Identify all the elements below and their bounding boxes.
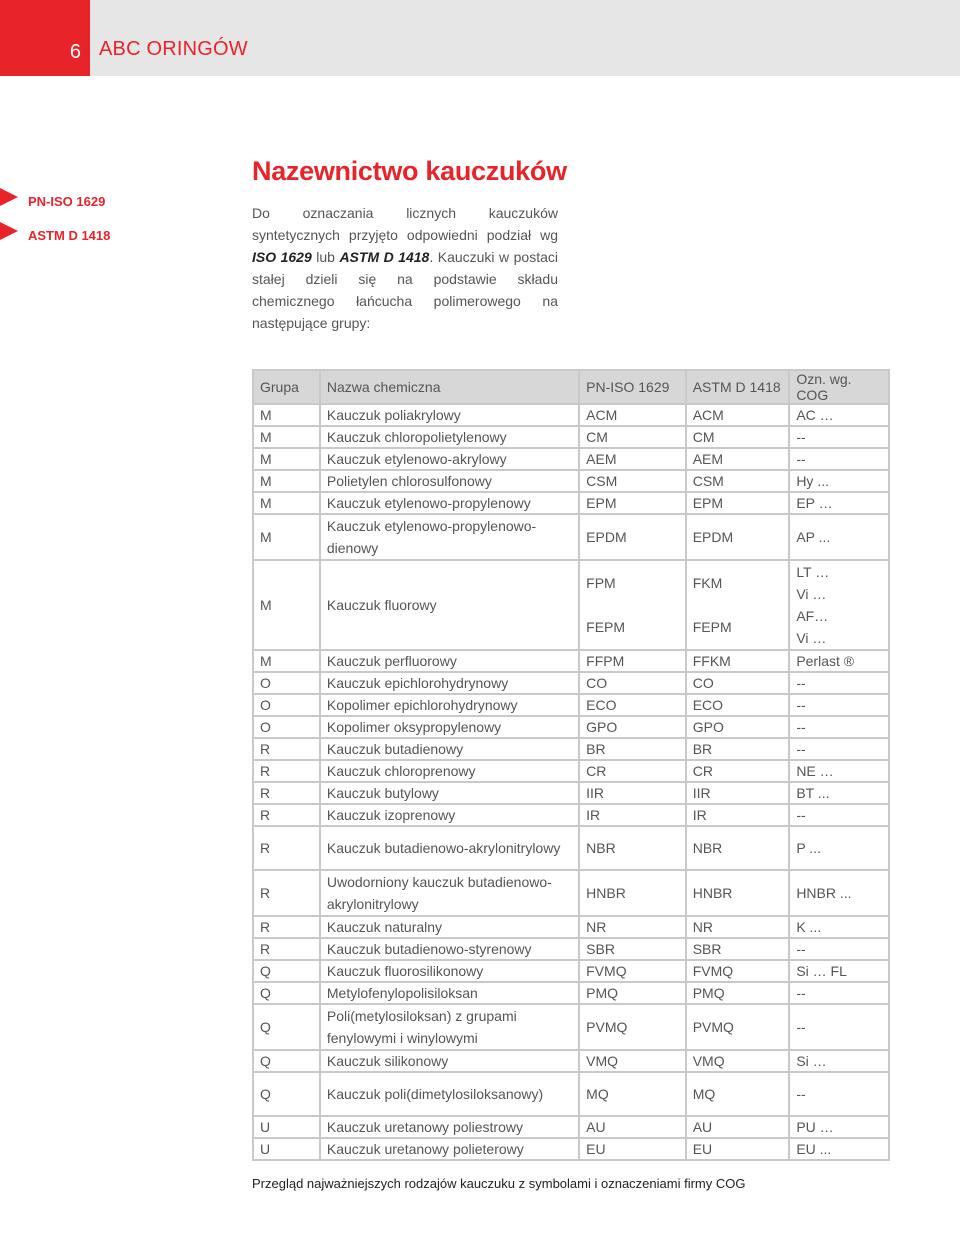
cell-cog: AP ...: [789, 514, 889, 560]
cell-astm: PVMQ: [686, 1004, 790, 1050]
table-row: [253, 514, 889, 560]
cell-name: Kauczuk butadienowo-styrenowy: [320, 938, 579, 960]
cell-group: R: [253, 782, 320, 804]
cell-astm: AEM: [686, 448, 790, 470]
table-row: [253, 426, 889, 448]
cell-cog: --: [789, 694, 889, 716]
cell-group: M: [253, 560, 320, 650]
cell-name: Kauczuk chloroprenowy: [320, 760, 579, 782]
cell-cog: K ...: [789, 916, 889, 938]
cell-iso: MQ: [579, 1072, 686, 1116]
cell-astm: ECO: [686, 694, 790, 716]
cell-astm: AU: [686, 1116, 790, 1138]
table-row: [253, 1050, 889, 1072]
cell-iso: NR: [579, 916, 686, 938]
table-row: [253, 470, 889, 492]
cell-name: Kauczuk butadienowo-akrylonitrylowy: [320, 826, 579, 870]
cell-cog: AF… Vi …: [789, 605, 889, 650]
cell-iso: PVMQ: [579, 1004, 686, 1050]
cell-name: Kauczuk butylowy: [320, 782, 579, 804]
cell-name: Kauczuk fluorowy: [320, 560, 579, 650]
column-header-group: Grupa: [253, 370, 320, 404]
cell-iso: ECO: [579, 694, 686, 716]
cell-astm: FFKM: [686, 650, 790, 672]
column-header-name: Nazwa chemiczna: [320, 370, 579, 404]
table-row: [253, 804, 889, 826]
sidebar: [0, 76, 236, 1251]
cell-name: Kauczuk poliakrylowy: [320, 404, 579, 426]
table-row: [253, 448, 889, 470]
cell-group: R: [253, 804, 320, 826]
cell-group: Q: [253, 1004, 320, 1050]
cell-group: R: [253, 870, 320, 916]
cell-cog: --: [789, 938, 889, 960]
cell-astm: BR: [686, 738, 790, 760]
cell-iso: VMQ: [579, 1050, 686, 1072]
cell-cog: AC …: [789, 404, 889, 426]
cell-name: Kauczuk chloropolietylenowy: [320, 426, 579, 448]
cell-name: Kauczuk etylenowo-akrylowy: [320, 448, 579, 470]
cell-name: Kauczuk izoprenowy: [320, 804, 579, 826]
cell-astm: PMQ: [686, 982, 790, 1004]
page-number: 6: [0, 0, 90, 76]
table-row: [253, 826, 889, 870]
column-header-iso: PN-ISO 1629: [579, 370, 686, 404]
cell-astm: SBR: [686, 938, 790, 960]
cell-group: Q: [253, 960, 320, 982]
cell-cog: P ...: [789, 826, 889, 870]
table-row: [253, 672, 889, 694]
cell-group: Q: [253, 1072, 320, 1116]
column-header-astm: ASTM D 1418: [686, 370, 790, 404]
cell-cog: --: [789, 672, 889, 694]
cell-iso: ACM: [579, 404, 686, 426]
cell-group: M: [253, 514, 320, 560]
cell-name: Uwodorniony kauczuk butadienowo-akrylonitrylowy: [320, 870, 579, 916]
cell-cog: Perlast ®: [789, 650, 889, 672]
cell-cog: --: [789, 448, 889, 470]
cell-astm: FKM: [686, 560, 790, 605]
cell-astm: ACM: [686, 404, 790, 426]
table-row: [253, 1072, 889, 1116]
cell-name: Kauczuk etylenowo-propylenowy: [320, 492, 579, 514]
cell-group: R: [253, 916, 320, 938]
cell-iso: CR: [579, 760, 686, 782]
sidebar-item-astm: ASTM D 1418: [28, 228, 111, 243]
cell-name: Kauczuk butadienowy: [320, 738, 579, 760]
table-caption: Przegląd najważniejszych rodzajów kauczuku z symbolami i oznaczeniami firmy COG: [252, 1176, 746, 1191]
cell-iso: EPDM: [579, 514, 686, 560]
cell-iso: EPM: [579, 492, 686, 514]
cell-iso: IR: [579, 804, 686, 826]
cell-group: M: [253, 650, 320, 672]
cell-cog: PU …: [789, 1116, 889, 1138]
cell-iso: CO: [579, 672, 686, 694]
cell-name: Poli(metylosiloksan) z grupami fenylowymi i winylowymi: [320, 1004, 579, 1050]
cell-cog: --: [789, 426, 889, 448]
cell-name: Polietylen chlorosulfonowy: [320, 470, 579, 492]
cell-name: Kauczuk epichlorohydrynowy: [320, 672, 579, 694]
intro-astm-ref: ASTM D 1418: [339, 249, 430, 265]
cell-cog: LT … Vi …: [789, 560, 889, 605]
table-row: [253, 982, 889, 1004]
cell-group: M: [253, 492, 320, 514]
table-row: [253, 938, 889, 960]
column-header-cog: Ozn. wg. COG: [789, 370, 889, 404]
cell-astm: CM: [686, 426, 790, 448]
table-row: [253, 560, 889, 605]
cell-iso: IIR: [579, 782, 686, 804]
cell-group: M: [253, 448, 320, 470]
cell-astm: VMQ: [686, 1050, 790, 1072]
cell-astm: CO: [686, 672, 790, 694]
cell-name: Kauczuk uretanowy polieterowy: [320, 1138, 579, 1160]
cell-cog: Si …: [789, 1050, 889, 1072]
cell-astm: FVMQ: [686, 960, 790, 982]
cell-cog: --: [789, 1072, 889, 1116]
table-row: [253, 870, 889, 916]
cell-name: Kopolimer epichlorohydrynowy: [320, 694, 579, 716]
sidebar-item-pn-iso: PN-ISO 1629: [28, 194, 106, 209]
table-row: [253, 404, 889, 426]
cell-astm: CSM: [686, 470, 790, 492]
table-row: [253, 694, 889, 716]
cell-astm: GPO: [686, 716, 790, 738]
cell-cog: Hy ...: [789, 470, 889, 492]
cell-astm: EPM: [686, 492, 790, 514]
table-row: [253, 960, 889, 982]
cell-group: Q: [253, 982, 320, 1004]
table-row: [253, 1004, 889, 1050]
page-title: Nazewnictwo kauczuków: [252, 156, 567, 186]
cell-astm: FEPM: [686, 605, 790, 650]
cell-cog: BT ...: [789, 782, 889, 804]
cell-cog: EU ...: [789, 1138, 889, 1160]
cell-name: Metylofenylopolisiloksan: [320, 982, 579, 1004]
cell-name: Kauczuk poli(dimetylosiloksanowy): [320, 1072, 579, 1116]
table-row: [253, 782, 889, 804]
cell-iso: HNBR: [579, 870, 686, 916]
cell-name: Kauczuk perfluorowy: [320, 650, 579, 672]
cell-astm: EU: [686, 1138, 790, 1160]
cell-cog: --: [789, 982, 889, 1004]
cell-iso: AEM: [579, 448, 686, 470]
cell-name: Kauczuk etylenowo-propylenowo-dienowy: [320, 514, 579, 560]
cell-iso: FVMQ: [579, 960, 686, 982]
intro-paragraph: Do oznaczania licznych kauczuków syntetycznych przyjęto odpowiedni podział wg ISO 1629 lub ASTM D 1418. Kauczuki w postaci stałej dzieli się na podstawie składu chemicznego łańcucha polimerowego na następujące grupy:: [252, 205, 558, 331]
cell-astm: MQ: [686, 1072, 790, 1116]
cell-cog: --: [789, 804, 889, 826]
cell-name: Kopolimer oksypropylenowy: [320, 716, 579, 738]
table-row: [253, 716, 889, 738]
cell-group: R: [253, 738, 320, 760]
cell-astm: EPDM: [686, 514, 790, 560]
table-row: [253, 650, 889, 672]
table-header-row: [253, 370, 889, 404]
table-row: [253, 738, 889, 760]
arrow-right-icon: [0, 222, 18, 240]
header-title: ABC ORINGÓW: [99, 38, 248, 60]
cell-iso: AU: [579, 1116, 686, 1138]
table-row: [253, 1116, 889, 1138]
cell-iso: NBR: [579, 826, 686, 870]
cell-cog: EP …: [789, 492, 889, 514]
cell-group: R: [253, 826, 320, 870]
cell-group: M: [253, 470, 320, 492]
cell-cog: HNBR ...: [789, 870, 889, 916]
cell-cog: --: [789, 716, 889, 738]
cell-iso: SBR: [579, 938, 686, 960]
cell-group: M: [253, 404, 320, 426]
cell-iso: GPO: [579, 716, 686, 738]
intro-iso-ref: ISO 1629: [252, 249, 312, 265]
cell-group: O: [253, 694, 320, 716]
cell-group: R: [253, 938, 320, 960]
cell-group: O: [253, 672, 320, 694]
table-row: [253, 492, 889, 514]
cell-group: Q: [253, 1050, 320, 1072]
table-row: [253, 916, 889, 938]
cell-iso: PMQ: [579, 982, 686, 1004]
cell-iso: FFPM: [579, 650, 686, 672]
cell-astm: HNBR: [686, 870, 790, 916]
cell-cog: --: [789, 738, 889, 760]
cell-name: Kauczuk uretanowy poliestrowy: [320, 1116, 579, 1138]
cell-astm: NR: [686, 916, 790, 938]
cell-iso: EU: [579, 1138, 686, 1160]
table-row: [253, 760, 889, 782]
cell-cog: --: [789, 1004, 889, 1050]
cell-name: Kauczuk silikonowy: [320, 1050, 579, 1072]
cell-group: M: [253, 426, 320, 448]
arrow-right-icon: [0, 188, 18, 206]
cell-iso: FPM: [579, 560, 686, 605]
cell-iso: CM: [579, 426, 686, 448]
cell-iso: CSM: [579, 470, 686, 492]
cell-astm: CR: [686, 760, 790, 782]
cell-astm: IR: [686, 804, 790, 826]
cell-cog: NE …: [789, 760, 889, 782]
cell-group: U: [253, 1116, 320, 1138]
cell-astm: NBR: [686, 826, 790, 870]
cell-name: Kauczuk fluorosilikonowy: [320, 960, 579, 982]
cell-group: U: [253, 1138, 320, 1160]
cell-iso: FEPM: [579, 605, 686, 650]
cell-group: O: [253, 716, 320, 738]
cell-iso: BR: [579, 738, 686, 760]
cell-astm: IIR: [686, 782, 790, 804]
cell-name: Kauczuk naturalny: [320, 916, 579, 938]
rubber-naming-table: [252, 369, 890, 1161]
cell-cog: Si … FL: [789, 960, 889, 982]
table-row: [253, 1138, 889, 1160]
cell-group: R: [253, 760, 320, 782]
